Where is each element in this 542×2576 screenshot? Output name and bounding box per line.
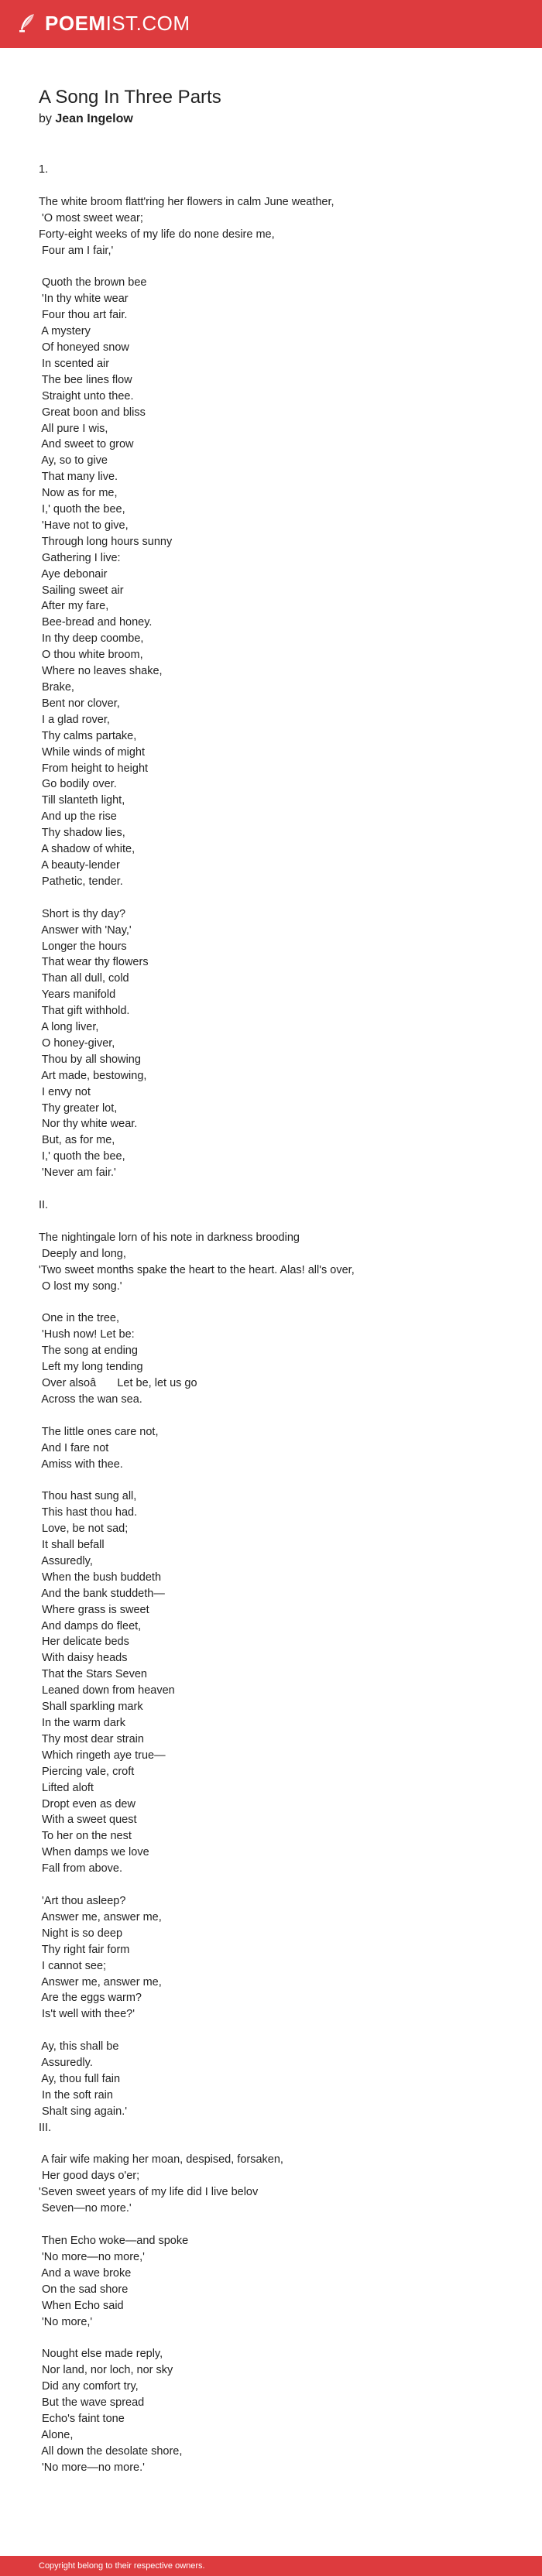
site-header	[0, 0, 542, 48]
quill-pen-icon	[15, 12, 39, 35]
poem-title: A Song In Three Parts	[39, 87, 221, 108]
byline	[39, 111, 519, 127]
byline-prefix: by	[39, 112, 56, 125]
poem-content	[39, 85, 519, 2476]
brand-name	[45, 9, 190, 37]
copyright-text: Copyright belong to their respective owners.	[39, 2561, 205, 2571]
poem-body: 1. The white broom flatt'ring her flowers in calm June weather, 'O most sweet wear; Forty-eight weeks of my life do none desire me, Four am I fair,' Quoth the brown bee 'In thy white wear Four thou art fair. A mystery Of honeyed snow In scented air The bee lines flow Straight unto thee. Great boon and bliss All pure I wis, And sweet to grow Ay, so to give That many live. Now as for me, I,' quoth the bee, 'Have not to give, Through long hours sunny Gathering I live: Aye debonair Sailing sweet air After my fare, Bee-bread and honey. In thy deep coombe, O thou white broom, Where no leaves shake, Brake, Bent nor clover, I a glad rover, Thy calms partake, While winds of might From height to height Go bodily over. Till slanteth light, And up the rise Thy shadow lies, A shadow of white, A beauty-lender Pathetic, tender. Short is thy day? Answer with 'Nay,' Longer the hours That wear thy flowers Than all dull, cold Years manifold That gift withhold. A long liver, O honey-giver, Thou by all showing Art made, bestowing, I envy not Thy greater lot, Nor thy white wear. But, as for me, I,' quoth the bee, 'Never am fair.' II. The nightingale lorn of his note in darkness brooding Deeply and long, 'Two sweet months spake the heart to the heart. Alas! all's over, O lost my song.' One in the tree, 'Hush now! Let be: The song at ending Left my long tending Over alsoâ Let be, let us go Across the wan sea. The little ones care not, And I fare not Amiss with thee. Thou hast sung all, This hast thou had. Love, be not sad; It shall befall Assuredly, When the bush buddeth And the bank studdeth— Where grass is sweet And damps do fleet, Her delicate beds With daisy heads That the Stars Seven Leaned down from heaven Shall sparkling mark In the warm dark Thy most dear strain Which ringeth aye true— Piercing vale, croft Lifted aloft Dropt even as dew With a sweet quest To her on the nest When damps we love Fall from above. 'Art thou asleep? Answer me, answer me, Night is so deep Thy right fair form I cannot see; Answer me, answer me, Are the eggs warm? Is't well with thee?' Ay, this shall be Assuredly. Ay, thou full fain In the soft rain Shalt sing again.' III. A fair wife making her moan, despised, forsaken, Her good days o'er; 'Seven sweet years of my life did I live belov Seven—no more.' Then Echo woke—and spoke 'No more—no more,' And a wave broke On the sad shore When Echo said 'No more,' Nought else made reply, Nor land, nor loch, nor sky Did any comfort try, But the wave spread Echo's faint tone Alone, All down the desolate shore, 'No more—no more.'	[39, 163, 355, 2474]
site-logo[interactable]	[15, 9, 190, 37]
brand-light: IST.COM	[105, 12, 190, 35]
author-name: Jean Ingelow	[55, 112, 133, 125]
site-footer	[0, 2556, 542, 2576]
brand-bold: POEM	[45, 12, 106, 35]
